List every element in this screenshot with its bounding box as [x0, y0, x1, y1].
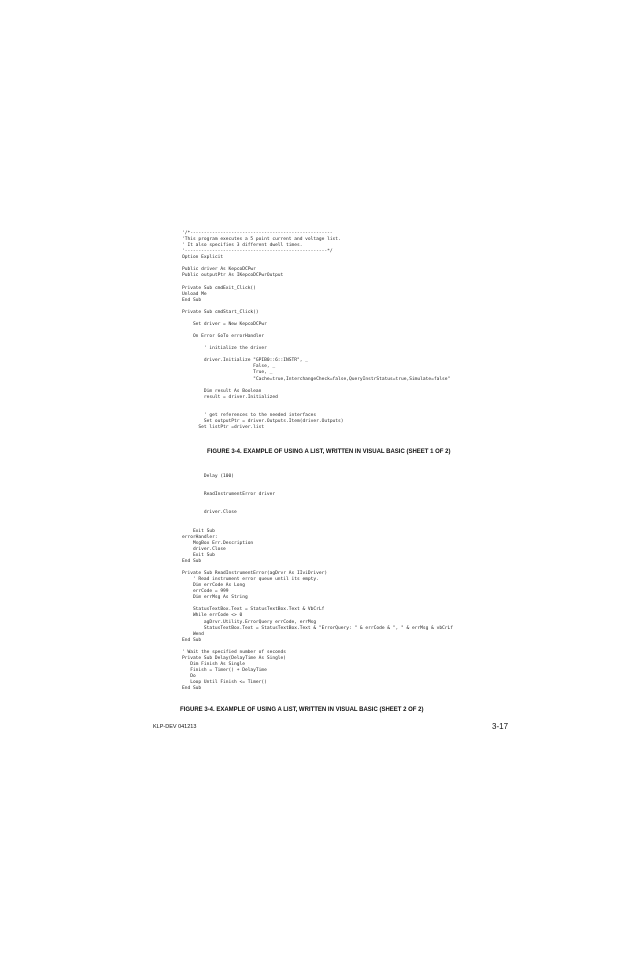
code-line: Unload Me [182, 291, 207, 297]
code-line: While errCode <> 0 [182, 613, 243, 619]
code-line: Set listPtr =driver.list [182, 425, 265, 430]
code-line: "Cache=true,InterchangeCheck=false,QueryInstrStatus=true,Simulate=false" [182, 376, 451, 382]
code-line: driver.Close [182, 546, 226, 552]
figure-caption-sheet-1: FIGURE 3-4. EXAMPLE OF USING A LIST, WRITTEN IN VISUAL BASIC (SHEET 1 OF 2) [207, 449, 451, 455]
code-line: End Sub [182, 558, 202, 564]
code-line: ' It also specifies 3 different dwell times. [182, 243, 303, 249]
code-line: Dim result As Boolean [182, 388, 262, 394]
code-line: Private Sub ReadInstrumentError(agDrvr As IIviDriver) [182, 571, 328, 576]
code-line: Dim errCode As Long [182, 583, 245, 589]
code-line: ReadInstrumentError driver [182, 492, 276, 498]
footer-document-id: KLP-DEV 041213 [153, 724, 197, 730]
code-line: Exit Sub [182, 552, 215, 558]
code-line: Public driver As KepcoDCPwr [182, 267, 256, 273]
code-line: Set outputPtr = driver.Outputs.Item(driver.Outputs) [182, 418, 344, 424]
code-line: errorHandler: [182, 534, 218, 540]
code-line: agDrvr.Utility.ErrorQuery errCode, errMsg [182, 619, 317, 625]
code-listing-sheet-1 [182, 231, 450, 431]
page-number: 3-17 [492, 722, 509, 731]
code-line: False, _ [182, 364, 276, 370]
code-line: On Error GoTo errorHandler [182, 334, 265, 340]
code-line: StatusTextBox.Text = StatusTextBox.Text & VbCrLf [182, 607, 325, 613]
code-line: Finish = Timer() + DelayTime [182, 668, 267, 673]
code-line: Dim Finish As Single [182, 661, 245, 667]
code-line: Private Sub cmdStart_Click() [182, 309, 259, 315]
code-line: End Sub [182, 297, 202, 303]
code-line: Exit Sub [182, 528, 215, 534]
code-line: Private Sub Delay(DelayTime As Single) [182, 655, 287, 661]
code-line: Set driver = New KepcoDCPwr [182, 321, 267, 327]
code-line: MsgBox Err.Description [182, 540, 254, 546]
code-line: End Sub [182, 637, 202, 643]
code-line: Do [182, 674, 196, 680]
code-listing-sheet-2 [182, 474, 453, 692]
code-line: driver.Initialize "GPIB0::6::INSTR", _ [182, 358, 308, 364]
code-line: Private Sub cmdExit_Click() [182, 285, 256, 291]
code-line: driver.Close [182, 510, 237, 516]
code-line: '/*---------------------------------------------------- [182, 231, 333, 236]
code-line: End Sub [182, 686, 202, 692]
code-line: Option Explicit [182, 255, 224, 261]
code-line: Public outputPtr As IKepcoDCPwrOutput [182, 273, 284, 279]
figure-caption-sheet-2: FIGURE 3-4. EXAMPLE OF USING A LIST, WRITTEN IN VISUAL BASIC (SHEET 2 OF 2) [180, 707, 424, 713]
code-line: Dim errMsg As String [182, 595, 248, 601]
code-line: 'This program executes a 5 point current and voltage list. [182, 237, 341, 243]
code-line: ' Read instrument error queue until its empty. [182, 577, 319, 583]
code-line: '----------------------------------------------------*/ [182, 249, 333, 255]
code-line: StatusTextBox.Text = StatusTextBox.Text & "ErrorQuery: " & errCode & ", " & errMsg & vbCrLf [182, 625, 454, 631]
code-line: ' get references to the needed interfaces [182, 412, 317, 418]
code-line: errCode = 999 [182, 589, 229, 595]
code-line: Delay (100) [182, 474, 235, 479]
code-line: result = driver.Initialized [182, 394, 278, 400]
code-line: ' initialize the driver [182, 346, 267, 352]
code-line: True, _ [182, 370, 273, 376]
code-line: Wend [182, 631, 204, 637]
code-line: ' Wait the specified number of seconds [182, 649, 287, 655]
code-line: Loop Until Finish <= Timer() [182, 680, 267, 686]
